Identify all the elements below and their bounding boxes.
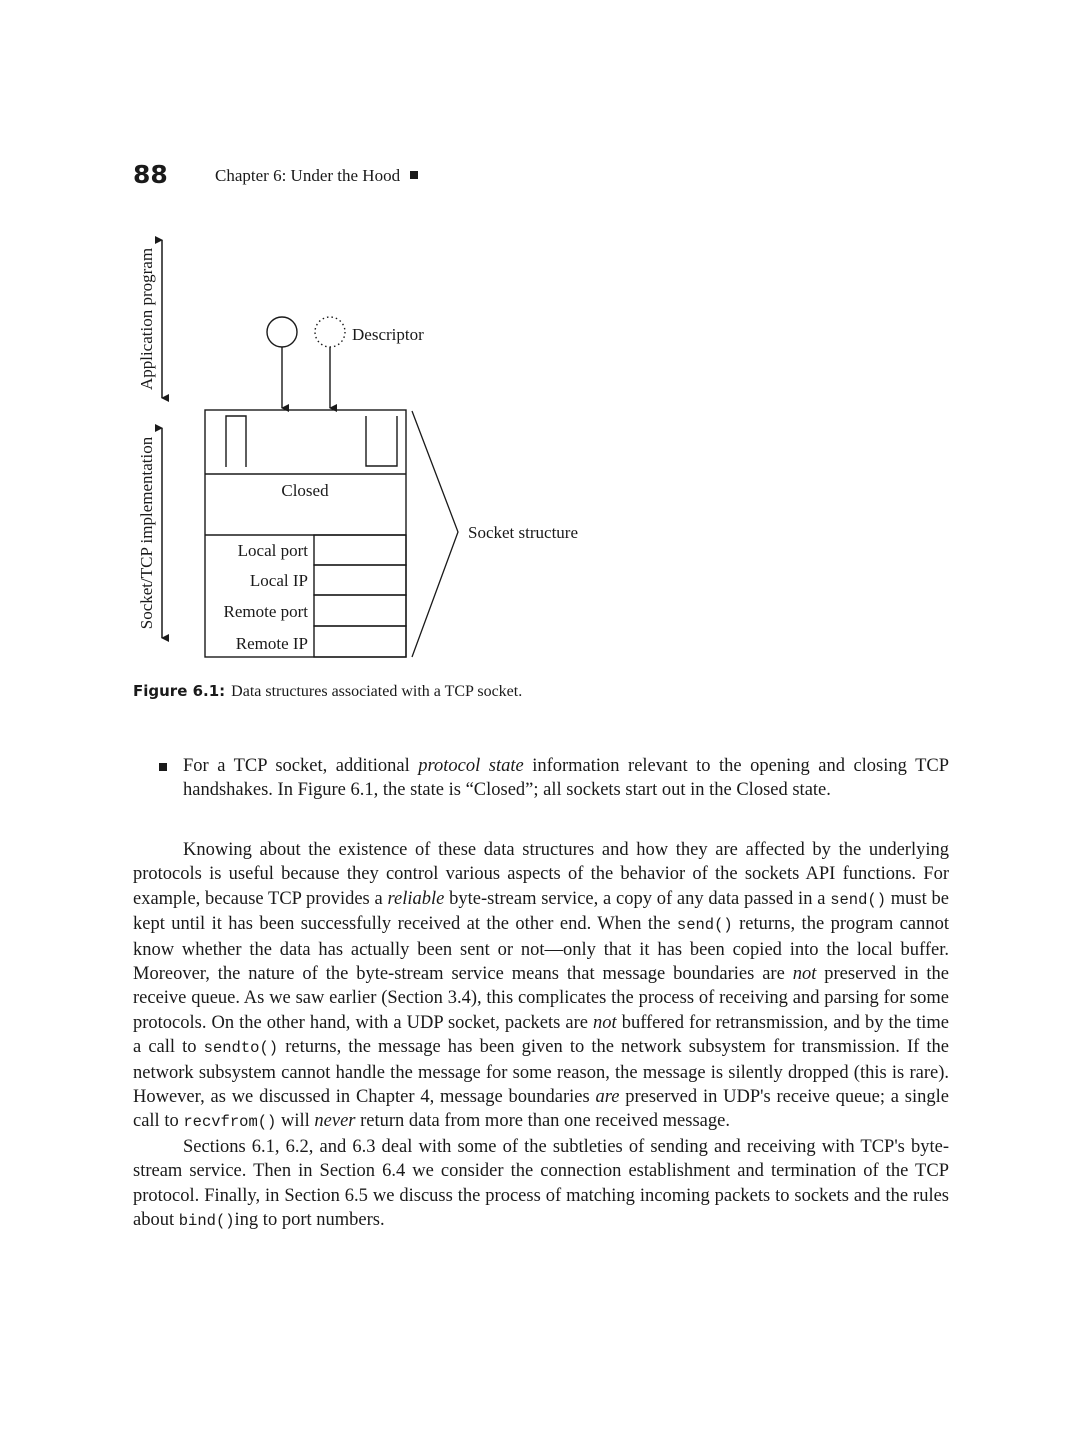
field-value-box [314,565,406,595]
application-program-label: Application program [137,247,156,391]
descriptor-label: Descriptor [352,325,424,344]
field-value-box [314,595,406,626]
send-queue-icon [226,416,246,467]
text-run: preserved in the receive queue. As we saw earlier (Section 3.4), this complicates the process of receiving and parsing for some protocols. On the other hand, with a UDP socket, packets are [133,964,949,1033]
text-run: Sections 6.1, 6.2, and 6.3 deal with some of the subtleties of sending and receiving with TCP's byte-stream service. Then in Section 6.4 we consider the connection establishment and termination of the TCP protocol. Finally, in Section 6.5 we discuss the process of matching incoming packets to sockets and the rules about [133,1136,949,1231]
field-label-local-port: Local port [237,541,308,560]
paragraph [133,838,949,1135]
caption-label: Figure 6.1: [133,682,226,700]
text-run: ing to port numbers. [234,1210,385,1231]
figure-caption [133,681,522,702]
paragraph [133,1135,949,1234]
socket-structure-brace [412,411,458,657]
receive-queue-icon [366,416,397,466]
socket-tcp-implementation-label: Socket/TCP implementation [137,436,156,630]
emphasis: are [595,1087,620,1108]
figure-6-1 [0,0,1080,700]
code: recvfrom() [183,1113,277,1132]
text-run: byte-stream service, a copy of any data passed in a [444,888,831,909]
page-number: 88 [133,160,168,189]
code: sendto() [203,1039,279,1058]
socket-structure-label: Socket structure [468,523,578,542]
emphasis: never [314,1111,356,1132]
text-run: information relevant to the opening and closing TCP handshakes. In Figure 6.1, the state is “Closed”; all sockets start out in the Closed state. [183,756,949,800]
square-bullet-icon [159,763,167,771]
socket-structure-diagram [0,0,1080,700]
text-run: returns, the message has been given to the network subsystem for transmission. If the network subsystem cannot handle the message for some reason, the message is silently dropped (this is rare). However, as we discussed in Chapter 4, message boundaries [133,1037,949,1108]
text-run: will [276,1111,315,1132]
code: send() [830,890,886,909]
emphasis: reliable [387,888,445,909]
code: bind() [178,1212,235,1231]
descriptor-circle-solid [267,317,297,347]
field-value-box [314,535,406,565]
text-run: must be kept until it has been successfully received at the other end. When the [133,888,949,935]
emphasis: protocol state [418,756,524,776]
body-text [133,838,949,1234]
emphasis: not [593,1012,617,1033]
descriptor-circle-dotted [315,317,345,347]
caption-text: Data structures associated with a TCP socket. [231,683,523,700]
text-run: return data from more than one received message. [355,1111,730,1132]
field-label-local-ip: Local IP [249,571,308,590]
field-label-remote-port: Remote port [223,602,308,621]
field-label-remote-ip: Remote IP [235,634,308,653]
text-run: preserved in UDP's receive queue; a single call to [133,1087,949,1132]
running-head-title: Chapter 6: Under the Hood [215,166,401,185]
text-run: buffered for retransmission, and by the time a call to [133,1012,949,1058]
code: send() [676,916,733,935]
text-run: Knowing about the existence of these data structures and how they are affected by the underlying protocols is useful because they control various aspects of the behavior of the sockets API functions. For example, because TCP provides a [133,840,949,909]
state-label: Closed [281,481,329,500]
text-run: returns, the program cannot know whether the data has actually been sent or not—only that it has been copied into the local buffer. Moreover, the nature of the byte-stream service means that message boundaries are [133,914,949,985]
text-run: For a TCP socket, additional [183,756,419,776]
field-value-box [314,626,406,657]
bullet-item [183,754,949,802]
emphasis: not [792,964,817,985]
